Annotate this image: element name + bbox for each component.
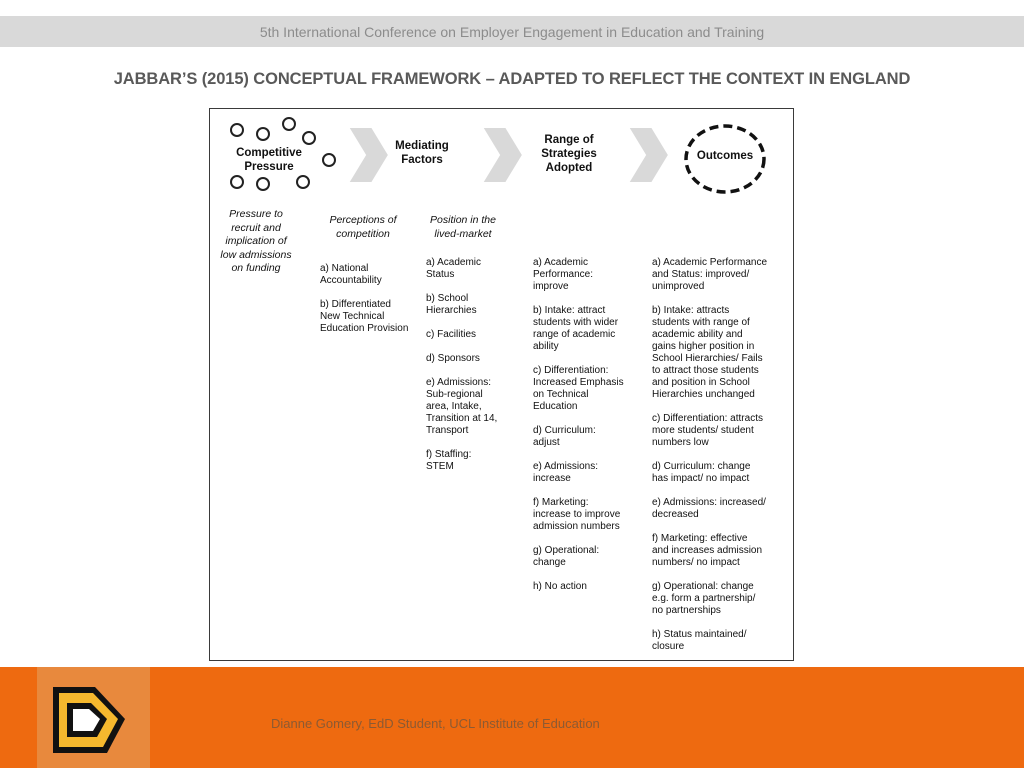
- circle-icon: [256, 177, 270, 191]
- list-item: a) Academic Status: [426, 257, 482, 280]
- list-item: f) Marketing: effective and increases admission numbers/ no impact: [652, 533, 763, 568]
- list-item: g) Operational: change: [533, 545, 600, 568]
- list-item: f) Staffing: STEM: [426, 449, 472, 472]
- list-item: g) Operational: change e.g. form a partnership/ no partnerships: [652, 581, 756, 616]
- circle-icon: [256, 127, 270, 141]
- conference-header-bar: [0, 16, 1024, 47]
- circle-icon: [322, 153, 336, 167]
- list-item: f) Marketing: increase to improve admission numbers: [533, 497, 621, 532]
- list-item: a) Academic Performance and Status: improved/ unimproved: [652, 257, 768, 292]
- list-item: a) National Accountability: [320, 263, 382, 286]
- perceptions-list: [320, 263, 420, 347]
- outcomes-list: [652, 257, 788, 665]
- list-item: b) Differentiated New Technical Education Provision: [320, 299, 409, 334]
- conference-name: 5th International Conference on Employer Engagement in Education and Training: [259, 23, 765, 40]
- framework-diagram: [209, 108, 794, 661]
- list-item: b) Intake: attracts students with range of academic ability and gains higher position in School Hierarchies/ Fails to attract those students and position in School Hierarchies unchanged: [652, 305, 763, 400]
- list-item: b) Intake: attract students with wider range of academic ability: [533, 305, 619, 352]
- list-item: d) Sponsors: [426, 353, 480, 364]
- perceptions-subhead: Perceptions of competition: [329, 214, 397, 240]
- list-item: h) Status maintained/ closure: [652, 629, 747, 652]
- stage-range-of-strategies: Range of Strategies Adopted: [541, 134, 597, 174]
- circle-icon: [230, 175, 244, 189]
- logo: [37, 667, 150, 768]
- list-item: d) Curriculum: adjust: [533, 425, 596, 448]
- list-item: a) Academic Performance: improve: [533, 257, 594, 292]
- stage-competitive-pressure: Competitive Pressure: [236, 147, 302, 173]
- stage-mediating-factors: Mediating Factors: [395, 140, 449, 166]
- position-list: [426, 257, 522, 485]
- list-item: d) Curriculum: change has impact/ no impact: [652, 461, 751, 484]
- chevron-right-icon: [626, 125, 671, 185]
- circle-icon: [282, 117, 296, 131]
- list-item: b) School Hierarchies: [426, 293, 477, 316]
- list-item: c) Differentiation: Increased Emphasis on Technical Education: [533, 365, 624, 412]
- list-item: c) Facilities: [426, 329, 477, 340]
- list-item: e) Admissions: increase: [533, 461, 599, 484]
- circle-icon: [296, 175, 310, 189]
- pressure-description: Pressure to recruit and implication of low admissions on funding: [220, 208, 292, 274]
- strategies-list: [533, 257, 637, 605]
- chevron-right-icon: [480, 125, 525, 185]
- stage-outcomes: Outcomes: [696, 150, 754, 162]
- list-item: e) Admissions: increased/ decreased: [652, 497, 766, 520]
- position-subhead: Position in the lived-market: [430, 214, 496, 240]
- list-item: h) No action: [533, 581, 587, 592]
- logo-icon: [37, 667, 150, 768]
- list-item: c) Differentiation: attracts more students/ student numbers low: [652, 413, 763, 448]
- list-item: e) Admissions: Sub-regional area, Intake, Transition at 14, Transport: [426, 377, 498, 436]
- circle-icon: [230, 123, 244, 137]
- slide-title: JABBAR’S (2015) CONCEPTUAL FRAMEWORK – ADAPTED TO REFLECT THE CONTEXT IN ENGLAND: [113, 70, 911, 88]
- circle-icon: [302, 131, 316, 145]
- footer-author: Dianne Gomery, EdD Student, UCL Institute of Education: [271, 716, 600, 731]
